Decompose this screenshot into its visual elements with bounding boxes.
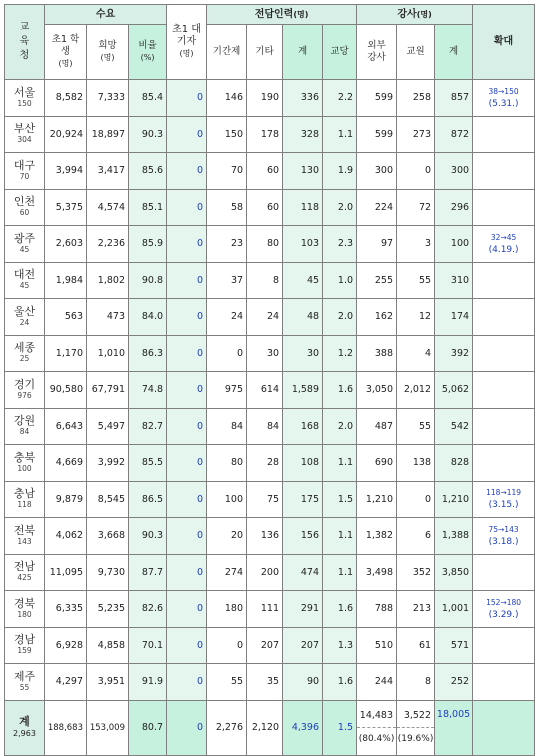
- waiting-cell: 0: [167, 189, 207, 226]
- ratio-cell: 82.6: [129, 591, 167, 628]
- per-class-cell: 1.5: [323, 481, 357, 518]
- region-cell: 대전 45: [5, 262, 45, 299]
- other-cell: 30: [247, 335, 283, 372]
- other-cell: 75: [247, 481, 283, 518]
- table-row: [5, 189, 535, 226]
- table-row: [5, 518, 535, 555]
- staff-total-cell: 108: [283, 445, 323, 482]
- waiting-cell: 0: [167, 153, 207, 190]
- waiting-cell: 0: [167, 335, 207, 372]
- expansion-cell: [473, 627, 535, 664]
- region-cell: 경북 180: [5, 591, 45, 628]
- expansion-cell: [473, 554, 535, 591]
- instructor-total-cell: 5,062: [435, 372, 473, 409]
- teacher-cell: 273: [397, 116, 435, 153]
- other-cell: 60: [247, 189, 283, 226]
- expansion-date: (4.19.): [488, 244, 519, 255]
- expansion-cell: [473, 189, 535, 226]
- table-row: [5, 335, 535, 372]
- per-class-cell: 1.1: [323, 445, 357, 482]
- instructor-total-cell: 542: [435, 408, 473, 445]
- wish-cell: 7,333: [87, 80, 129, 117]
- region-cell: 전남 425: [5, 554, 45, 591]
- external-cell: 244: [357, 664, 397, 701]
- instructor-total-cell: 828: [435, 445, 473, 482]
- header-staff-total: 계: [283, 25, 323, 80]
- per-class-cell: 1.1: [323, 116, 357, 153]
- expansion-cell: [473, 481, 535, 518]
- other-cell: 207: [247, 627, 283, 664]
- contract-cell: 23: [207, 226, 247, 263]
- instructor-total-cell: 1,001: [435, 591, 473, 628]
- ratio-cell: 85.4: [129, 80, 167, 117]
- applicants-cell: 6,335: [45, 591, 87, 628]
- ratio-cell: 85.6: [129, 153, 167, 190]
- region-cell: 인천 60: [5, 189, 45, 226]
- ratio-cell: 91.9: [129, 664, 167, 701]
- wish-cell: 2,236: [87, 226, 129, 263]
- staff-total-cell: 103: [283, 226, 323, 263]
- region-cell: 광주 45: [5, 226, 45, 263]
- applicants-cell: 1,984: [45, 262, 87, 299]
- expansion-cell: [473, 591, 535, 628]
- instructor-total-cell: 857: [435, 80, 473, 117]
- staff-total-cell: 175: [283, 481, 323, 518]
- other-cell: 190: [247, 80, 283, 117]
- region-cell: 충북 100: [5, 445, 45, 482]
- waiting-cell: 0: [167, 591, 207, 628]
- teacher-cell: 0: [397, 153, 435, 190]
- teacher-cell: 4: [397, 335, 435, 372]
- expansion-cell: [473, 226, 535, 263]
- header-teacher: 교원: [397, 25, 435, 80]
- applicants-cell: 20,924: [45, 116, 87, 153]
- staff-total-cell: 336: [283, 80, 323, 117]
- applicants-cell: 90,580: [45, 372, 87, 409]
- header-instructor-total: 계: [435, 25, 473, 80]
- region-cell: 경남 159: [5, 627, 45, 664]
- applicants-cell: 9,879: [45, 481, 87, 518]
- staff-total-cell: 328: [283, 116, 323, 153]
- header-ratio: 비율 (%): [129, 25, 167, 80]
- wish-cell: 473: [87, 299, 129, 336]
- contract-cell: 80: [207, 445, 247, 482]
- expansion-cell: [473, 664, 535, 701]
- ratio-cell: 70.1: [129, 627, 167, 664]
- contract-cell: 0: [207, 335, 247, 372]
- instructor-total-cell: 392: [435, 335, 473, 372]
- per-class-cell: 1.1: [323, 518, 357, 555]
- staff-total-cell: 207: [283, 627, 323, 664]
- expansion-change: 152→180: [486, 597, 522, 607]
- other-cell: 178: [247, 116, 283, 153]
- ratio-cell: 90.3: [129, 518, 167, 555]
- instructor-total-cell: 310: [435, 262, 473, 299]
- table-row: [5, 554, 535, 591]
- teacher-cell: 55: [397, 262, 435, 299]
- contract-cell: 0: [207, 627, 247, 664]
- teacher-cell: 258: [397, 80, 435, 117]
- header-other: 기타: [247, 25, 283, 80]
- expansion-cell: [473, 153, 535, 190]
- expansion-cell: [473, 116, 535, 153]
- expansion-cell: [473, 299, 535, 336]
- staff-total-cell: 45: [283, 262, 323, 299]
- contract-cell: 58: [207, 189, 247, 226]
- teacher-cell: 213: [397, 591, 435, 628]
- header-instructor: 강사(명): [357, 5, 473, 25]
- per-class-cell: 2.0: [323, 299, 357, 336]
- external-cell: 3,050: [357, 372, 397, 409]
- teacher-cell: 55: [397, 408, 435, 445]
- other-cell: 28: [247, 445, 283, 482]
- applicants-cell: 6,643: [45, 408, 87, 445]
- waiting-cell: 0: [167, 554, 207, 591]
- header-applicants: 초1 학 생 (명): [45, 25, 87, 80]
- expansion-date: (3.18.): [488, 536, 519, 547]
- other-cell: 60: [247, 153, 283, 190]
- total-teacher: 3,522 (19.6%): [397, 700, 435, 755]
- instructor-total-cell: 1,388: [435, 518, 473, 555]
- teacher-cell: 12: [397, 299, 435, 336]
- external-cell: 690: [357, 445, 397, 482]
- external-cell: 162: [357, 299, 397, 336]
- expansion-date: (3.29.): [488, 609, 519, 620]
- other-cell: 35: [247, 664, 283, 701]
- external-cell: 224: [357, 189, 397, 226]
- staff-total-cell: 474: [283, 554, 323, 591]
- header-staff: 전담인력(명): [207, 5, 357, 25]
- waiting-cell: 0: [167, 664, 207, 701]
- contract-cell: 55: [207, 664, 247, 701]
- ratio-cell: 90.8: [129, 262, 167, 299]
- staff-total-cell: 90: [283, 664, 323, 701]
- staff-total-cell: 291: [283, 591, 323, 628]
- ratio-cell: 87.7: [129, 554, 167, 591]
- wish-cell: 3,992: [87, 445, 129, 482]
- contract-cell: 274: [207, 554, 247, 591]
- external-cell: 300: [357, 153, 397, 190]
- wish-cell: 3,668: [87, 518, 129, 555]
- wish-cell: 5,497: [87, 408, 129, 445]
- wish-cell: 9,730: [87, 554, 129, 591]
- ratio-cell: 82.7: [129, 408, 167, 445]
- per-class-cell: 2.0: [323, 408, 357, 445]
- waiting-cell: 0: [167, 262, 207, 299]
- waiting-cell: 0: [167, 116, 207, 153]
- total-waiting: 0: [167, 700, 207, 755]
- document-page: [4, 4, 535, 756]
- header-contract: 기간제: [207, 25, 247, 80]
- total-per-class: 1.5: [323, 700, 357, 755]
- applicants-cell: 4,669: [45, 445, 87, 482]
- header-demand: 수요: [45, 5, 167, 25]
- header-per-class: 교당: [323, 25, 357, 80]
- external-cell: 510: [357, 627, 397, 664]
- applicants-cell: 1,170: [45, 335, 87, 372]
- statistics-table: [4, 4, 535, 756]
- per-class-cell: 1.6: [323, 591, 357, 628]
- external-cell: 1,382: [357, 518, 397, 555]
- expansion-date: (3.15.): [488, 500, 519, 511]
- contract-cell: 24: [207, 299, 247, 336]
- instructor-total-cell: 571: [435, 627, 473, 664]
- teacher-cell: 138: [397, 445, 435, 482]
- expansion-cell: [473, 408, 535, 445]
- expansion-change: 118→119: [486, 488, 522, 498]
- region-cell: 강원 84: [5, 408, 45, 445]
- per-class-cell: 2.2: [323, 80, 357, 117]
- applicants-cell: 2,603: [45, 226, 87, 263]
- waiting-cell: 0: [167, 80, 207, 117]
- table-footer: [5, 700, 535, 755]
- instructor-total-cell: 300: [435, 153, 473, 190]
- applicants-cell: 8,582: [45, 80, 87, 117]
- wish-cell: 67,791: [87, 372, 129, 409]
- other-cell: 24: [247, 299, 283, 336]
- external-cell: 599: [357, 116, 397, 153]
- staff-total-cell: 118: [283, 189, 323, 226]
- total-ratio: 80.7: [129, 700, 167, 755]
- expansion-cell: [473, 335, 535, 372]
- expansion-change: 32→45: [490, 232, 517, 242]
- applicants-cell: 4,062: [45, 518, 87, 555]
- ratio-cell: 86.3: [129, 335, 167, 372]
- ratio-cell: 74.8: [129, 372, 167, 409]
- staff-total-cell: 168: [283, 408, 323, 445]
- staff-total-cell: 1,589: [283, 372, 323, 409]
- external-cell: 255: [357, 262, 397, 299]
- instructor-total-cell: 872: [435, 116, 473, 153]
- staff-total-cell: 156: [283, 518, 323, 555]
- contract-cell: 20: [207, 518, 247, 555]
- contract-cell: 180: [207, 591, 247, 628]
- wish-cell: 18,897: [87, 116, 129, 153]
- staff-total-cell: 30: [283, 335, 323, 372]
- wish-cell: 1,010: [87, 335, 129, 372]
- table-row: [5, 627, 535, 664]
- instructor-total-cell: 296: [435, 189, 473, 226]
- external-cell: 599: [357, 80, 397, 117]
- waiting-cell: 0: [167, 518, 207, 555]
- expansion-cell: [473, 372, 535, 409]
- other-cell: 84: [247, 408, 283, 445]
- waiting-cell: 0: [167, 445, 207, 482]
- header-external: 외부 강사: [357, 25, 397, 80]
- expansion-cell: [473, 518, 535, 555]
- staff-total-cell: 48: [283, 299, 323, 336]
- teacher-cell: 6: [397, 518, 435, 555]
- header-expansion: 확대: [473, 5, 535, 80]
- waiting-cell: 0: [167, 372, 207, 409]
- region-cell: 경기 976: [5, 372, 45, 409]
- region-cell: 세종 25: [5, 335, 45, 372]
- table-header: [5, 5, 535, 80]
- teacher-cell: 61: [397, 627, 435, 664]
- table-row: [5, 408, 535, 445]
- total-label-cell: 계 2,963: [5, 700, 45, 755]
- expansion-cell: [473, 262, 535, 299]
- table-row: [5, 262, 535, 299]
- applicants-cell: 563: [45, 299, 87, 336]
- waiting-cell: 0: [167, 299, 207, 336]
- external-cell: 3,498: [357, 554, 397, 591]
- per-class-cell: 1.3: [323, 627, 357, 664]
- table-row: [5, 153, 535, 190]
- applicants-cell: 4,297: [45, 664, 87, 701]
- ratio-cell: 85.5: [129, 445, 167, 482]
- teacher-cell: 8: [397, 664, 435, 701]
- region-cell: 대구 70: [5, 153, 45, 190]
- total-contract: 2,276: [207, 700, 247, 755]
- ratio-cell: 90.3: [129, 116, 167, 153]
- total-staff-total: 4,396: [283, 700, 323, 755]
- external-cell: 788: [357, 591, 397, 628]
- region-cell: 제주 55: [5, 664, 45, 701]
- total-expansion: [473, 700, 535, 755]
- expansion-cell: [473, 445, 535, 482]
- wish-cell: 1,802: [87, 262, 129, 299]
- waiting-cell: 0: [167, 481, 207, 518]
- table-row: [5, 226, 535, 263]
- instructor-total-cell: 3,850: [435, 554, 473, 591]
- ratio-cell: 85.1: [129, 189, 167, 226]
- other-cell: 8: [247, 262, 283, 299]
- table-row: [5, 80, 535, 117]
- other-cell: 80: [247, 226, 283, 263]
- teacher-cell: 3: [397, 226, 435, 263]
- other-cell: 614: [247, 372, 283, 409]
- external-cell: 487: [357, 408, 397, 445]
- per-class-cell: 1.1: [323, 554, 357, 591]
- waiting-cell: 0: [167, 226, 207, 263]
- contract-cell: 975: [207, 372, 247, 409]
- wish-cell: 3,417: [87, 153, 129, 190]
- header-wish: 희망 (명): [87, 25, 129, 80]
- total-wish: 153,009: [87, 700, 129, 755]
- table-body: [5, 80, 535, 701]
- contract-cell: 37: [207, 262, 247, 299]
- table-row: [5, 116, 535, 153]
- expansion-cell: [473, 80, 535, 117]
- waiting-cell: 0: [167, 408, 207, 445]
- wish-cell: 3,951: [87, 664, 129, 701]
- total-external: 14,483 (80.4%): [357, 700, 397, 755]
- waiting-cell: 0: [167, 627, 207, 664]
- instructor-total-cell: 100: [435, 226, 473, 263]
- contract-cell: 84: [207, 408, 247, 445]
- header-waiting: 초1 대 기자 (명): [167, 5, 207, 80]
- wish-cell: 5,235: [87, 591, 129, 628]
- total-other: 2,120: [247, 700, 283, 755]
- table-row: [5, 372, 535, 409]
- contract-cell: 146: [207, 80, 247, 117]
- teacher-cell: 2,012: [397, 372, 435, 409]
- teacher-cell: 352: [397, 554, 435, 591]
- region-cell: 전북 143: [5, 518, 45, 555]
- instructor-total-cell: 174: [435, 299, 473, 336]
- ratio-cell: 84.0: [129, 299, 167, 336]
- contract-cell: 150: [207, 116, 247, 153]
- table-row: [5, 664, 535, 701]
- expansion-change: 38→150: [488, 86, 519, 96]
- table-row: [5, 445, 535, 482]
- external-cell: 97: [357, 226, 397, 263]
- expansion-date: (5.31.): [488, 98, 519, 109]
- table-row: [5, 591, 535, 628]
- per-class-cell: 1.0: [323, 262, 357, 299]
- instructor-total-cell: 252: [435, 664, 473, 701]
- teacher-cell: 72: [397, 189, 435, 226]
- other-cell: 111: [247, 591, 283, 628]
- per-class-cell: 1.9: [323, 153, 357, 190]
- external-cell: 1,210: [357, 481, 397, 518]
- region-cell: 울산 24: [5, 299, 45, 336]
- contract-cell: 100: [207, 481, 247, 518]
- expansion-change: 75→143: [488, 524, 519, 534]
- per-class-cell: 2.0: [323, 189, 357, 226]
- wish-cell: 4,858: [87, 627, 129, 664]
- staff-total-cell: 130: [283, 153, 323, 190]
- header-region: 교 육 청: [5, 5, 45, 80]
- wish-cell: 8,545: [87, 481, 129, 518]
- applicants-cell: 6,928: [45, 627, 87, 664]
- applicants-cell: 11,095: [45, 554, 87, 591]
- ratio-cell: 86.5: [129, 481, 167, 518]
- per-class-cell: 1.6: [323, 372, 357, 409]
- wish-cell: 4,574: [87, 189, 129, 226]
- external-cell: 388: [357, 335, 397, 372]
- table-row: [5, 481, 535, 518]
- other-cell: 136: [247, 518, 283, 555]
- applicants-cell: 3,994: [45, 153, 87, 190]
- region-cell: 부산 304: [5, 116, 45, 153]
- total-applicants: 188,683: [45, 700, 87, 755]
- teacher-cell: 0: [397, 481, 435, 518]
- applicants-cell: 5,375: [45, 189, 87, 226]
- region-cell: 충남 118: [5, 481, 45, 518]
- total-instructor-total: 18,005: [435, 700, 473, 755]
- per-class-cell: 1.6: [323, 664, 357, 701]
- per-class-cell: 1.2: [323, 335, 357, 372]
- table-row: [5, 299, 535, 336]
- per-class-cell: 2.3: [323, 226, 357, 263]
- other-cell: 200: [247, 554, 283, 591]
- instructor-total-cell: 1,210: [435, 481, 473, 518]
- ratio-cell: 85.9: [129, 226, 167, 263]
- total-row: [5, 700, 535, 755]
- contract-cell: 70: [207, 153, 247, 190]
- region-cell: 서울 150: [5, 80, 45, 117]
